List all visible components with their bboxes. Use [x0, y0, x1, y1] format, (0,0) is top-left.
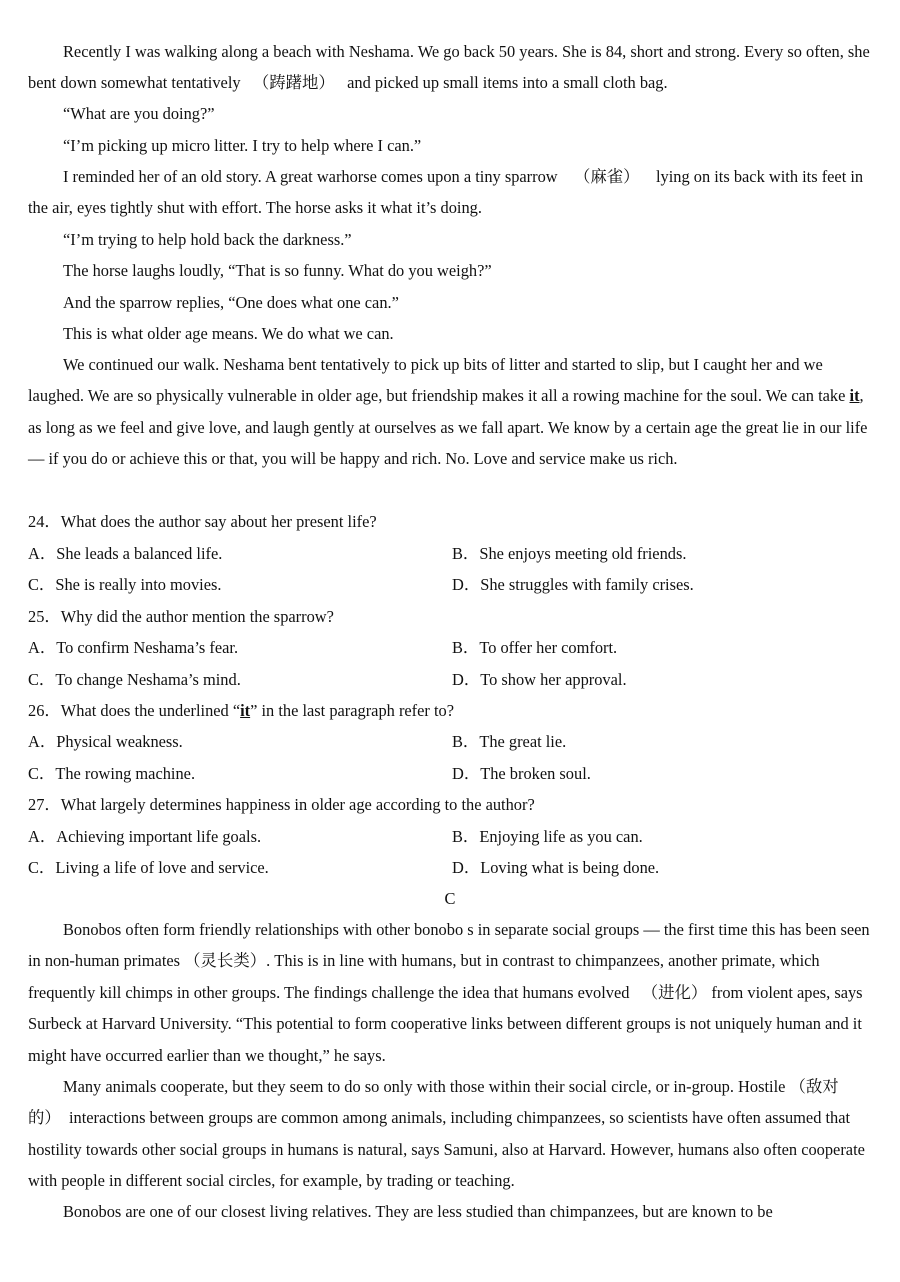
passage-paragraph: [28, 349, 870, 475]
paragraph-text: Bonobos often form friendly relationships with other bonobo s in separate social groups — the first time this has been seen in non-human primates: [28, 920, 870, 971]
question-stem: 24．What does the author say about her present life?: [28, 512, 377, 531]
passage-paragraph: [28, 161, 870, 224]
question-stem: 27．What largely determines happiness in older age according to the author?: [28, 795, 535, 814]
dialogue-line: “I’m picking up micro litter. I try to help where I can.”: [63, 136, 422, 155]
paragraph-text: We continued our walk. Neshama bent tentatively to pick up bits of litter and started to slip, but I caught her and we laughed. We are so physically vulnerable in older age, but friendship makes it all a rowing machine for the soul. We can take: [28, 355, 846, 406]
answer-option[interactable]: C．She is really into movies.: [28, 575, 222, 594]
answer-option[interactable]: B．The great lie.: [452, 732, 567, 751]
dialogue-line: The horse laughs loudly, “That is so funny. What do you weigh?”: [63, 261, 492, 280]
chinese-gloss: （麻雀）: [574, 167, 640, 186]
passage-paragraph: [28, 36, 870, 99]
passage-paragraph: [28, 914, 870, 1071]
answer-option[interactable]: B．Enjoying life as you can.: [452, 827, 643, 846]
paragraph-text: and picked up small items into a small cloth bag.: [347, 73, 668, 93]
chinese-gloss: （灵长类）: [184, 951, 267, 971]
answer-option[interactable]: A．To confirm Neshama’s fear.: [28, 638, 239, 657]
paragraph-text: . This is in line with humans, but in contrast to chimpanzees, another primate, which frequently kill chimps in other groups. The findings challenge the idea that humans evolved: [28, 951, 820, 1002]
chinese-gloss: （进化）: [641, 982, 708, 1002]
passage-paragraph: Bonobos are one of our closest living relatives. They are less studied than chimpanzees, but are known to be: [63, 1202, 773, 1221]
question-stem: 25．Why did the author mention the sparrow?: [28, 607, 334, 626]
dialogue-line: And the sparrow replies, “One does what one can.”: [63, 293, 399, 312]
paragraph-text: I reminded her of an old story. A great warhorse comes upon a tiny sparrow: [63, 167, 558, 186]
paragraph-text: interactions between groups are common among animals, including chimpanzees, so scientists have often assumed that hostility towards other social groups in humans is natural, says Samuni, also at Harvard. However, humans also often cooperate with people in different social circles, for example, by trading or teaching.: [28, 1108, 865, 1191]
chinese-gloss: （踌躇地）: [252, 73, 335, 93]
question-stem: [28, 701, 454, 721]
answer-option[interactable]: B．To offer her comfort.: [452, 638, 618, 657]
underlined-word: it: [240, 701, 251, 720]
question-text: ” in the last paragraph refer to?: [250, 701, 454, 720]
dialogue-line: “I’m trying to help hold back the darkness.”: [63, 230, 352, 249]
paragraph-line: This is what older age means. We do what we can.: [63, 324, 394, 343]
answer-option[interactable]: C．To change Neshama’s mind.: [28, 670, 241, 689]
passage-paragraph: [28, 1071, 870, 1197]
answer-option[interactable]: A．Achieving important life goals.: [28, 827, 262, 846]
dialogue-line: “What are you doing?”: [63, 104, 215, 123]
paragraph-text: Recently I was walking along a beach with Neshama. We go back 50 years. She is 84, short and strong. Every so often, she bent down somewhat tentatively: [28, 42, 870, 93]
answer-option[interactable]: D．She struggles with family crises.: [452, 575, 694, 594]
answer-option[interactable]: C．Living a life of love and service.: [28, 858, 269, 877]
paragraph-text: from violent apes, says Surbeck at Harvard University. “This potential to form cooperative links between different groups is not uniquely human and it might have occurred earlier than we thought,” he says.: [28, 982, 863, 1065]
paragraph-text: , as long as we feel and give love, and laugh gently at ourselves as we fall apart. We know by a certain age the great lie in our life — if you do or achieve this or that, you will be happy and rich. No. Love and service make us rich.: [28, 386, 868, 469]
answer-option[interactable]: A．She leads a balanced life.: [28, 544, 223, 563]
underlined-word: it: [849, 386, 860, 406]
answer-option[interactable]: D．To show her approval.: [452, 670, 627, 689]
paragraph-text: lying on its back with its feet in the air, eyes tightly shut with effort. The horse asks it what it’s doing.: [28, 167, 864, 218]
answer-option[interactable]: D．The broken soul.: [452, 764, 591, 783]
answer-option[interactable]: C．The rowing machine.: [28, 764, 196, 783]
answer-option[interactable]: B．She enjoys meeting old friends.: [452, 544, 687, 563]
chinese-gloss: （敌对的）: [28, 1077, 839, 1128]
paragraph-text: Many animals cooperate, but they seem to do so only with those within their social circle, or in-group. Hostile: [63, 1077, 786, 1096]
answer-option[interactable]: A．Physical weakness.: [28, 732, 183, 751]
section-heading: C: [444, 889, 456, 908]
answer-option[interactable]: D．Loving what is being done.: [452, 858, 660, 877]
question-text: 26．What does the underlined “: [28, 701, 241, 720]
